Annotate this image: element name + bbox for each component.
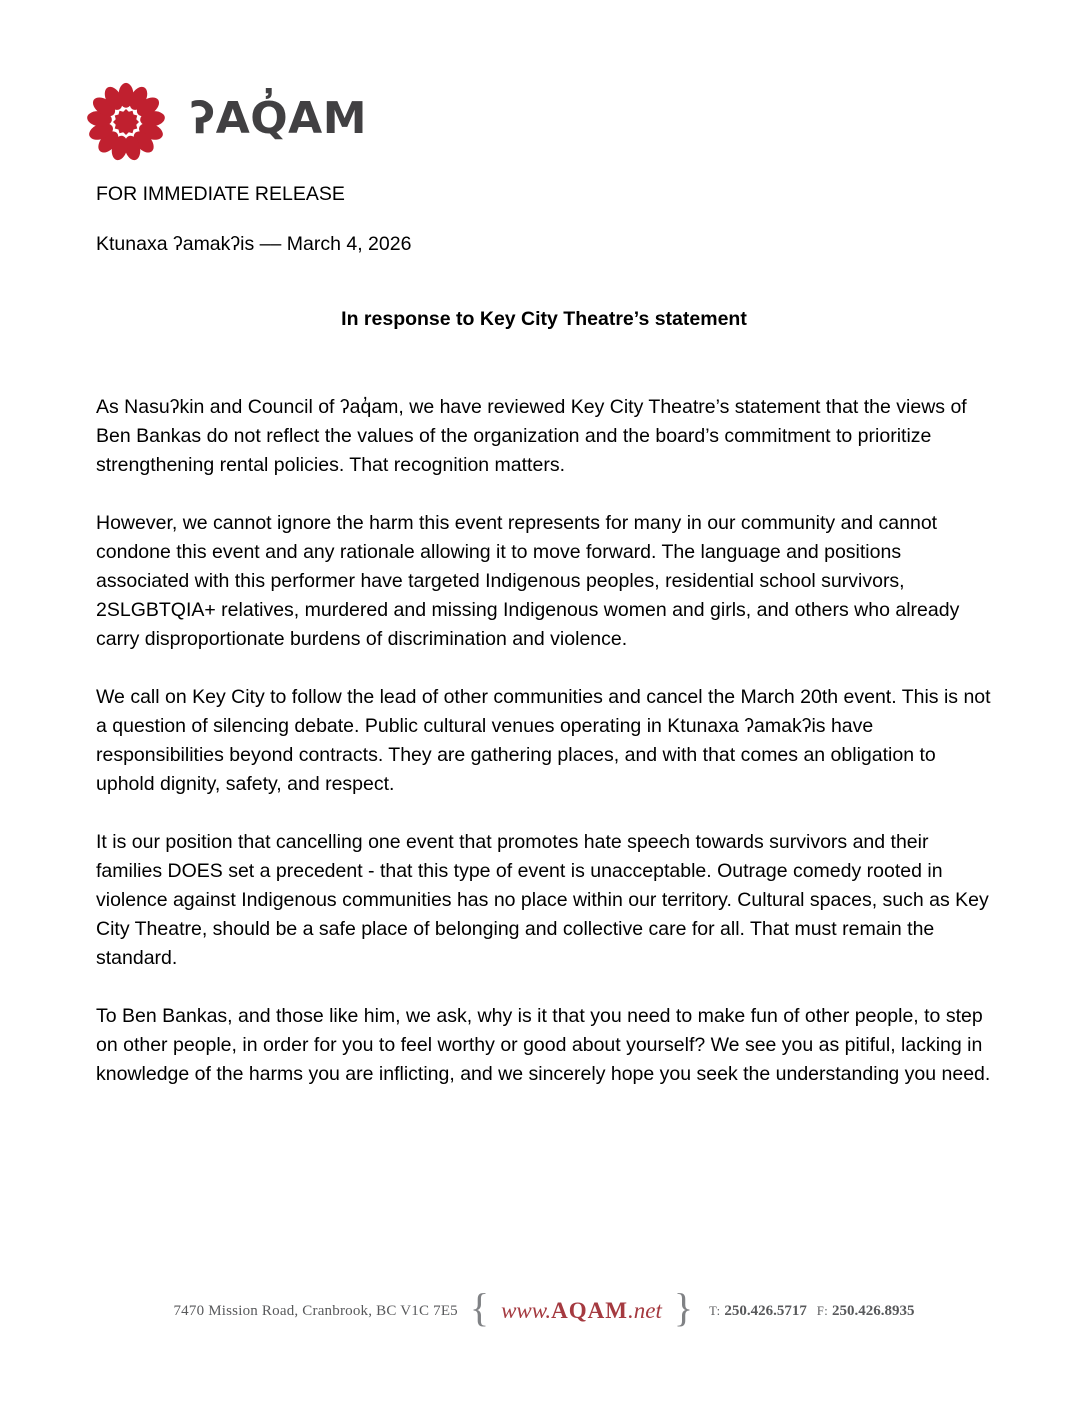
paragraph: However, we cannot ignore the harm this event represents for many in our community and cannot condone this event and any rationale allowing it to move forward. The language and positions associated with this performer have targeted Indigenous peoples, residential school survivors, 2SLGBTQIA+ relatives, murdered and missing Indigenous women and girls, and others who already carry disproportionate burdens of discrimination and violence. [96,512,960,650]
website-suffix: .net [628,1298,662,1323]
footer [0,1285,1088,1330]
paragraph: As Nasuʔkin and Council of ʔaq̓am, we have reviewed Key City Theatre’s statement that the views of Ben Bankas do not reflect the values of the organization and the board’s commitment to prioritize strengthening rental policies. That recognition matters. [96,396,967,476]
footer-phone-fax [709,1303,914,1320]
right-brace-ornament: } [673,1285,694,1330]
document-title: In response to Key City Theatre’s statement [341,308,747,330]
brand-wordmark: ʔAQ̓AM [190,93,367,144]
fax-number: 250.426.8935 [832,1302,915,1319]
phone-label: T: [709,1303,721,1318]
website-domain: AQAM [551,1298,628,1323]
flower-logo-icon [80,76,172,168]
phone-number: 250.426.5717 [724,1302,807,1319]
fax-label: F: [816,1303,829,1318]
release-line: FOR IMMEDIATE RELEASE [96,183,345,205]
paragraph: We call on Key City to follow the lead of other communities and cancel the March 20th event. This is not a question of silencing debate. Public cultural venues operating in Ktunaxa ʔamakʔis have responsibilities beyond contracts. They are gathering places, and with that comes an obligation to uphold dignity, safety, and respect. [96,686,991,795]
footer-website [501,1298,662,1324]
paragraph: It is our position that cancelling one event that promotes hate speech towards survivors and their families DOES set a precedent - that this type of event is unacceptable. Outrage comedy rooted in violence against Indigenous communities has no place within our territory. Cultural spaces, such as Key City Theatre, should be a safe place of belonging and collective care for all. That must remain the standard. [96,831,989,969]
document-body [96,393,994,1118]
paragraph: To Ben Bankas, and those like him, we ask, why is it that you need to make fun of other people, to step on other people, in order for you to feel worthy or good about yourself? We see you as pitiful, lacking in knowledge of the harms you are inflicting, and we sincerely hope you seek the understanding you need. [96,1005,991,1085]
org-logo [80,76,367,168]
left-brace-ornament: { [469,1285,490,1330]
dateline: Ktunaxa ʔamakʔis –– March 4, 2026 [96,233,412,255]
website-prefix: www. [501,1298,552,1323]
footer-address: 7470 Mission Road, Cranbrook, BC V1C 7E5 [173,1302,458,1319]
